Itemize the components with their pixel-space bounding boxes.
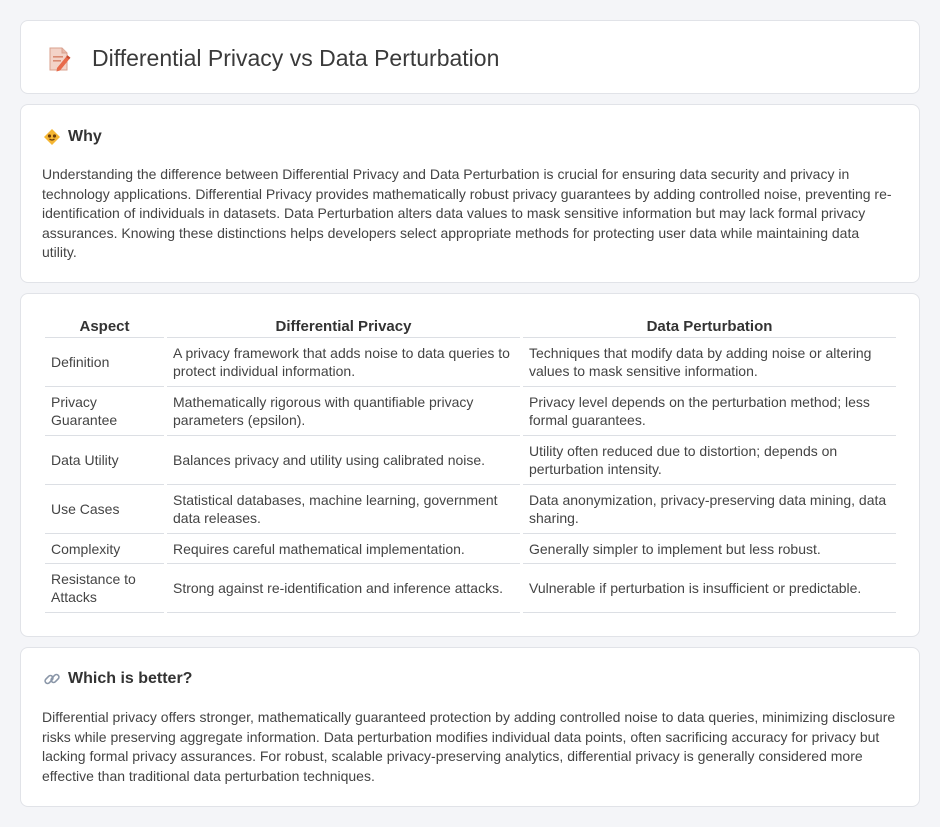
- header-data-perturbation: Data Perturbation: [523, 316, 896, 338]
- why-section: [20, 104, 920, 283]
- comparison-section: [20, 293, 920, 637]
- link-icon: [43, 670, 61, 688]
- aspect-cell: Privacy Guarantee: [45, 387, 164, 436]
- table-row: [45, 387, 896, 436]
- table-row: [45, 485, 896, 534]
- aspect-cell: Data Utility: [45, 436, 164, 485]
- better-text: Differential privacy offers stronger, mathematically guaranteed protection by adding controlled noise to data queries, minimizing disclosure risks while preserving aggregate information. Data perturbation modifies individual data points, often sacrificing accuracy for privacy but lacking formal privacy assurances. For robust, scalable privacy-preserving analytics, differential privacy is generally considered more effective than traditional data perturbation techniques.: [42, 709, 896, 784]
- perturbation-cell: Privacy level depends on the perturbation method; less formal guarantees.: [523, 387, 896, 436]
- table-row: [45, 564, 896, 613]
- aspect-cell: Definition: [45, 338, 164, 387]
- lightbulb-icon: [43, 128, 61, 146]
- dp-cell: Balances privacy and utility using calibrated noise.: [167, 436, 520, 485]
- table-row: [45, 436, 896, 485]
- better-heading: Which is better?: [68, 670, 193, 687]
- perturbation-cell: Techniques that modify data by adding noise or altering values to mask sensitive information.: [523, 338, 896, 387]
- why-heading: Why: [68, 128, 102, 145]
- why-heading-row: [43, 128, 102, 146]
- table-row: [45, 534, 896, 564]
- perturbation-cell: Generally simpler to implement but less robust.: [523, 534, 896, 564]
- aspect-cell: Use Cases: [45, 485, 164, 534]
- why-text: Understanding the difference between Differential Privacy and Data Perturbation is crucial for ensuring data security and privacy in technology applications. Differential Privacy provides mathematically robust privacy guarantees by adding controlled noise, preventing re-identification of individuals in datasets. Data Perturbation alters data values to mask sensitive information but may lack formal privacy assurances. Knowing these distinctions helps developers select appropriate methods for protecting user data while maintaining data utility.: [42, 166, 892, 260]
- comparison-table: [42, 316, 899, 613]
- dp-cell: Strong against re-identification and inference attacks.: [167, 564, 520, 613]
- document-pencil-icon: [47, 46, 71, 72]
- dp-cell: Mathematically rigorous with quantifiable privacy parameters (epsilon).: [167, 387, 520, 436]
- aspect-cell: Resistance to Attacks: [45, 564, 164, 613]
- perturbation-cell: Vulnerable if perturbation is insufficient or predictable.: [523, 564, 896, 613]
- perturbation-cell: Data anonymization, privacy-preserving data mining, data sharing.: [523, 485, 896, 534]
- better-heading-row: [43, 670, 192, 688]
- aspect-cell: Complexity: [45, 534, 164, 564]
- page-title: Differential Privacy vs Data Perturbation: [92, 45, 500, 71]
- dp-cell: Statistical databases, machine learning, government data releases.: [167, 485, 520, 534]
- header-differential-privacy: Differential Privacy: [167, 316, 520, 338]
- dp-cell: Requires careful mathematical implementation.: [167, 534, 520, 564]
- table-header-row: [45, 316, 896, 338]
- dp-cell: A privacy framework that adds noise to data queries to protect individual information.: [167, 338, 520, 387]
- header-aspect: Aspect: [45, 316, 164, 338]
- table-row: [45, 338, 896, 387]
- perturbation-cell: Utility often reduced due to distortion; depends on perturbation intensity.: [523, 436, 896, 485]
- which-is-better-section: [20, 647, 920, 807]
- header-card: [20, 20, 920, 94]
